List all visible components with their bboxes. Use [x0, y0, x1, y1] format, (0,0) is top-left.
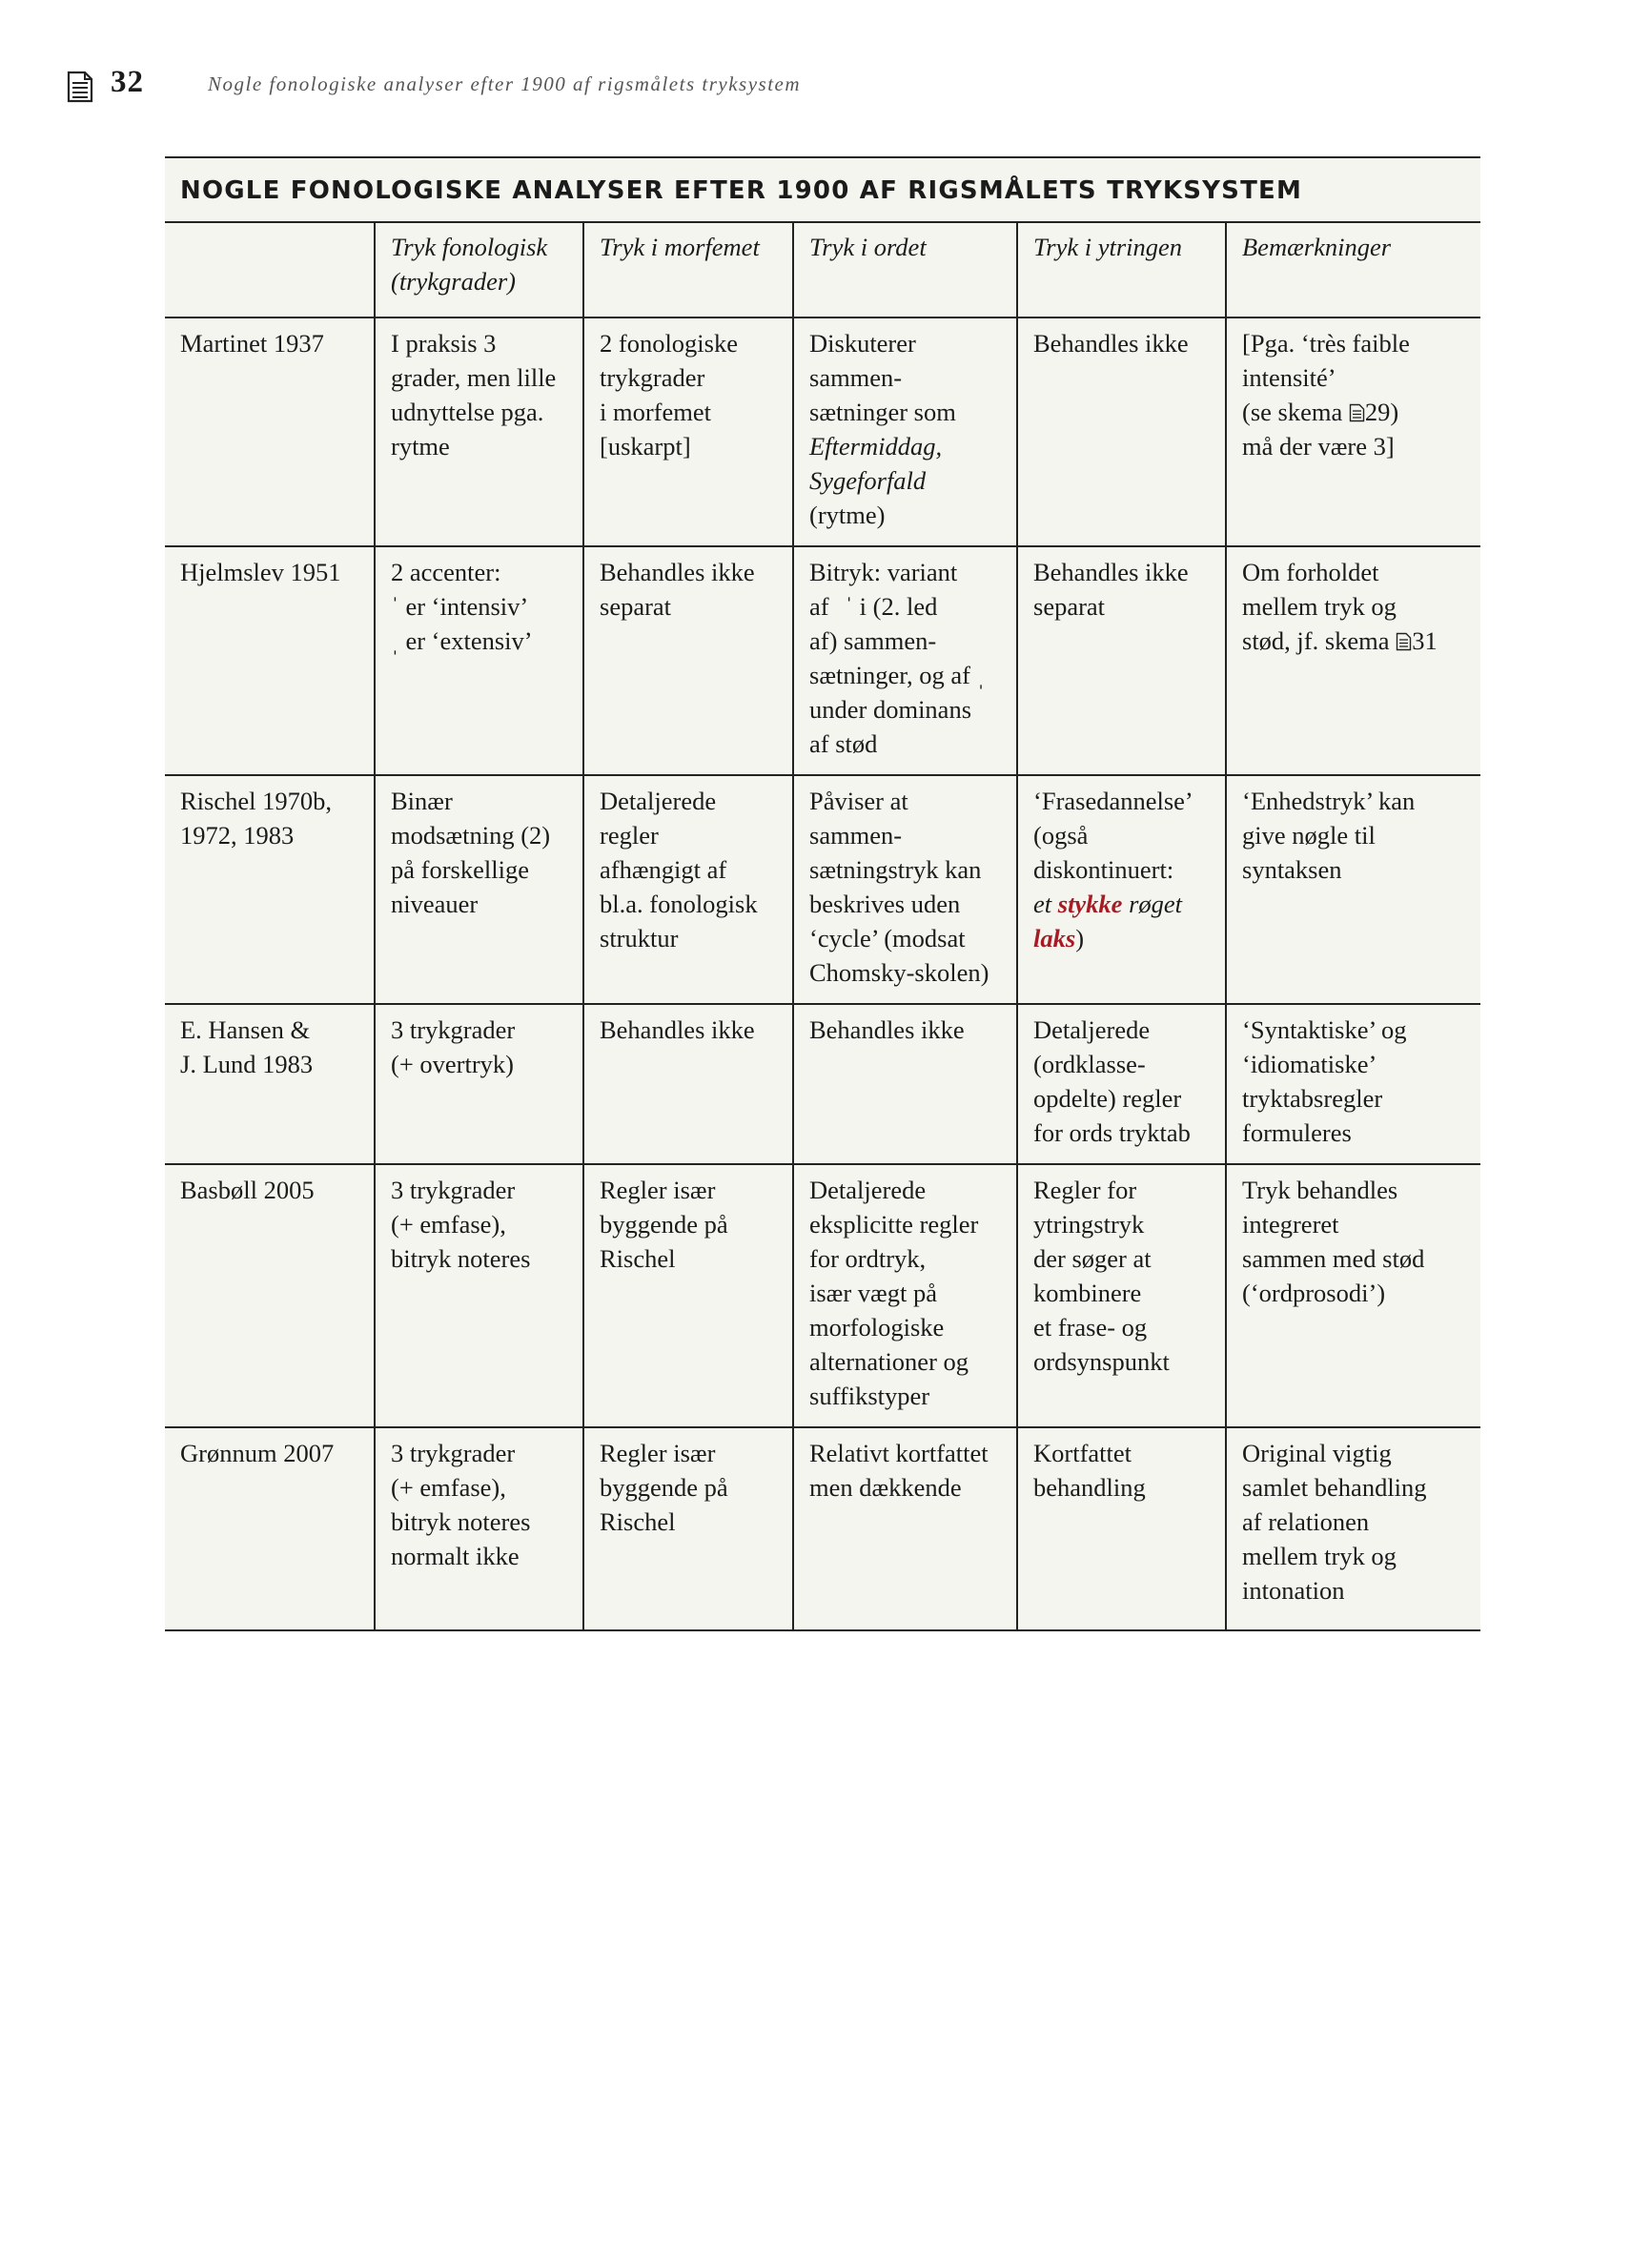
table-title: NOGLE FONOLOGISKE ANALYSER EFTER 1900 AF RIGSMÅLETS TRYKSYSTEM: [165, 158, 1480, 223]
table-row: [165, 546, 1480, 775]
table-cell: Relativt kortfattet men dækkende: [793, 1427, 1017, 1629]
table-cell: Om forholdet mellem tryk og stød, jf. skema 31: [1226, 546, 1480, 775]
table-row: [165, 1427, 1480, 1629]
table-cell: Detaljerede regler afhængigt af bl.a. fonologisk struktur: [583, 775, 793, 1004]
table-cell: Regler især byggende på Rischel: [583, 1427, 793, 1629]
table-row: [165, 317, 1480, 546]
row-label: Martinet 1937: [165, 317, 375, 546]
table-cell: Regler især byggende på Rischel: [583, 1164, 793, 1427]
row-label: Basbøll 2005: [165, 1164, 375, 1427]
table-cell: Detaljerede (ordklasse- opdelte) regler for ords tryktab: [1017, 1004, 1226, 1164]
table-cell: ‘Frasedannelse’ (også diskontinuert: et stykke røget laks): [1017, 775, 1226, 1004]
table-cell: Kortfattet behandling: [1017, 1427, 1226, 1629]
table-cell: Tryk behandles integreret sammen med stød (‘ordprosodi’): [1226, 1164, 1480, 1427]
table-cell: Behandles ikke: [583, 1004, 793, 1164]
row-label: E. Hansen & J. Lund 1983: [165, 1004, 375, 1164]
table-cell: 2 accenter: ˈ er ‘intensiv’ ˌ er ‘extensiv’: [375, 546, 583, 775]
table-cell: Behandles ikke separat: [583, 546, 793, 775]
header-cell-tryk-i-morfemet: Tryk i morfemet: [583, 223, 793, 317]
table-cell: I praksis 3 grader, men lille udnyttelse pga. rytme: [375, 317, 583, 546]
page-number: 32: [111, 65, 144, 99]
analysis-grid: [165, 223, 1480, 1629]
header-cell-empty: [165, 223, 375, 317]
row-label: Rischel 1970b, 1972, 1983: [165, 775, 375, 1004]
table-cell: ‘Enhedstryk’ kan give nøgle til syntaksen: [1226, 775, 1480, 1004]
table-cell: Diskuterer sammen- sætninger som Eftermiddag, Sygeforfald (rytme): [793, 317, 1017, 546]
table-cell: Behandles ikke separat: [1017, 546, 1226, 775]
table-cell: Behandles ikke: [1017, 317, 1226, 546]
document-ref-icon: [1396, 632, 1412, 651]
table-cell: Binær modsætning (2) på forskellige niveauer: [375, 775, 583, 1004]
table-cell: 3 trykgrader (+ overtryk): [375, 1004, 583, 1164]
table-row: [165, 1164, 1480, 1427]
table-cell: Behandles ikke: [793, 1004, 1017, 1164]
table-row: [165, 775, 1480, 1004]
table-cell: Bitryk: variant af ˈ i (2. led af) sammen- sætninger, og af ˌ under dominans af stød: [793, 546, 1017, 775]
document-icon: [67, 71, 93, 103]
header-cell-tryk-i-ordet: Tryk i ordet: [793, 223, 1017, 317]
table-cell: Regler for ytringstryk der søger at kombinere et frase- og ordsynspunkt: [1017, 1164, 1226, 1427]
table-cell: Original vigtig samlet behandling af relationen mellem tryk og intonation: [1242, 1439, 1427, 1605]
table-cell: 2 fonologiske trykgrader i morfemet [uskarpt]: [583, 317, 793, 546]
table-cell: 3 trykgrader (+ emfase), bitryk noteres normalt ikke: [375, 1427, 583, 1629]
table-cell: ‘Syntaktiske’ og ‘idiomatiske’ tryktabsregler formuleres: [1226, 1004, 1480, 1164]
table-row: [165, 1004, 1480, 1164]
header-cell-tryk-fonologisk: Tryk fonologisk (trykgrader): [375, 223, 583, 317]
document-ref-icon: [1349, 403, 1365, 422]
row-label: Grønnum 2007: [165, 1427, 375, 1629]
table-cell: Detaljerede eksplicitte regler for ordtryk, især vægt på morfologiske alternationer og suffikstyper: [793, 1164, 1017, 1427]
table-cell: Påviser at sammen- sætningstryk kan beskrives uden ‘cycle’ (modsat Chomsky-skolen): [793, 775, 1017, 1004]
header-row: [165, 223, 1480, 317]
analysis-table: [165, 156, 1480, 1631]
header-cell-tryk-i-ytringen: Tryk i ytringen: [1017, 223, 1226, 317]
row-label: Hjelmslev 1951: [165, 546, 375, 775]
table-cell: 3 trykgrader (+ emfase), bitryk noteres: [375, 1164, 583, 1427]
header-cell-bemaerkninger: Bemærkninger: [1226, 223, 1480, 317]
running-title: Nogle fonologiske analyser efter 1900 af rigsmålets tryksystem: [208, 72, 802, 95]
table-cell: [Pga. ‘très faible intensité’ (se skema 29) må der være 3]: [1226, 317, 1480, 546]
